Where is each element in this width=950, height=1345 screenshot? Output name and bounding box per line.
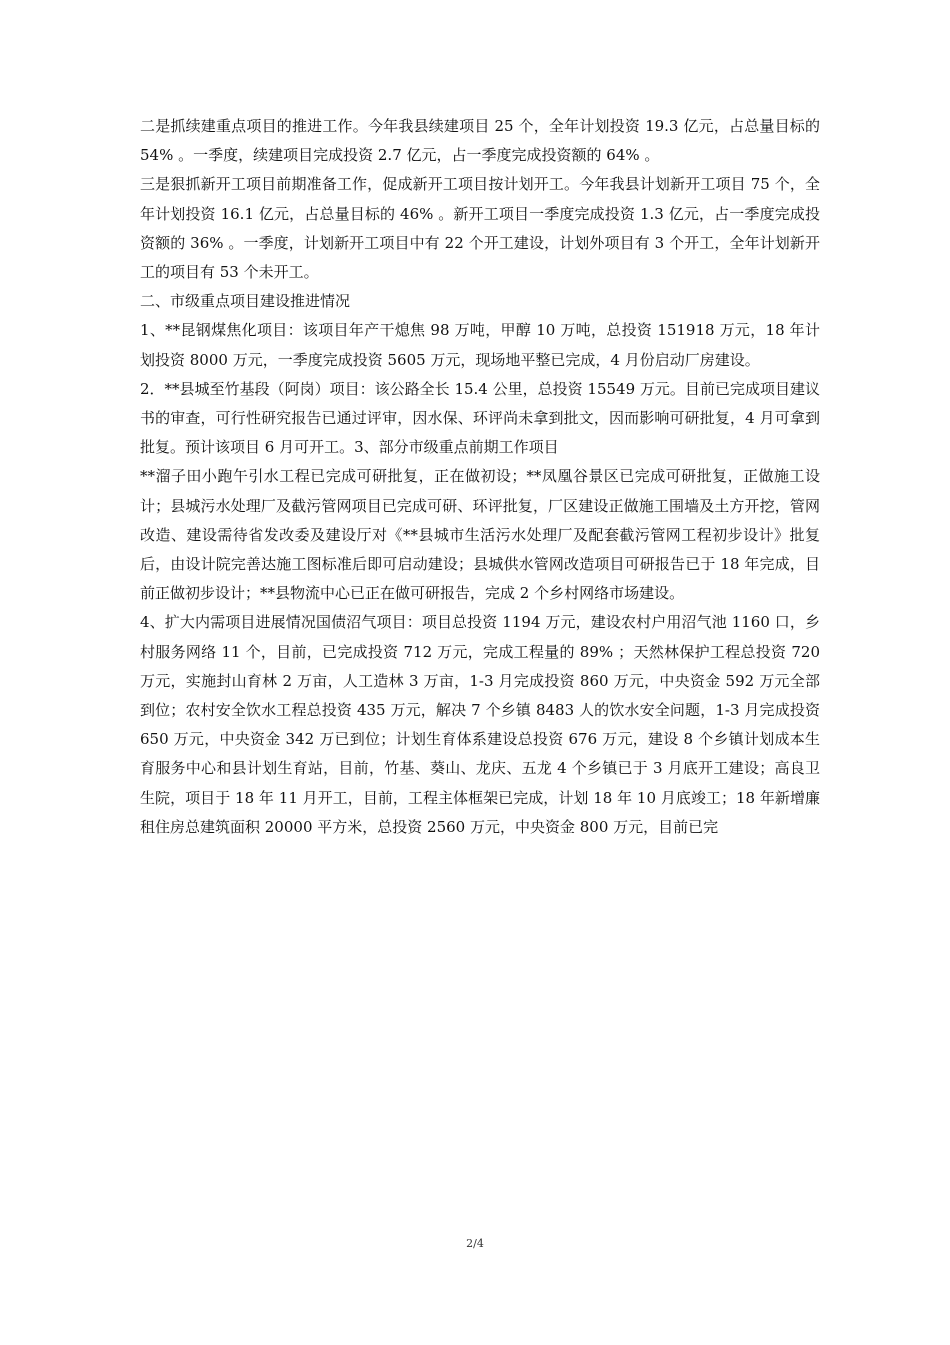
paragraph-new-projects: 三是狠抓新开工项目前期准备工作，促成新开工项目按计划开工。今年我县计划新开工项目 75 个，全年计划投资 16.1 亿元，占总量目标的 46% 。新开工项目一季度完成投资 1.3 亿元，占一季度完成投资额的 36% 。一季度，计划新开工项目中有 22 个开工建设，计划外项目有 3 个开工，全年计划新开工的项目有 53 个未开工。 xyxy=(140,175,820,282)
paragraph-coking-project: 1、**昆钢煤焦化项目：该项目年产干熄焦 98 万吨，甲醇 10 万吨，总投资 151918 万元，18 年计划投资 8000 万元，一季度完成投资 5605 万元，现场地平整已完成，4 月份启动厂房建设。 xyxy=(140,321,820,369)
paragraph-continued-projects: 二是抓续建重点项目的推进工作。今年我县续建项目 25 个，全年计划投资 19.3 亿元，占总量目标的 54% 。一季度，续建项目完成投资 2.7 亿元，占一季度完成投资额的 64% 。 xyxy=(140,117,820,165)
paragraph-preparatory-projects: **溜子田小跑午引水工程已完成可研批复，正在做初设；**凤凰谷景区已完成可研批复，正做施工设计；县城污水处理厂及截污管网项目已完成可研、环评批复，厂区建设正做施工围墙及土方开挖，管网改造、建设需待省发改委及建设厅对《**县城市生活污水处理厂及配套截污管网工程初步设计》批复后，由设计院完善达施工图标准后即可启动建设；县城供水管网改造项目可研报告已于 18 年完成，目前正做初步设计；**县物流中心已正在做可研报告，完成 2 个乡村网络市场建设。 xyxy=(140,467,820,603)
document-body xyxy=(140,112,820,842)
page-number: 2/4 xyxy=(466,1237,484,1250)
section-heading-city-projects: 二、市级重点项目建设推进情况 xyxy=(140,292,351,311)
paragraph-highway-project: 2．**县城至竹基段（阿岗）项目：该公路全长 15.4 公里，总投资 15549 万元。目前已完成项目建议书的审查，可行性研究报告已通过评审，因水保、环评尚未拿到批文，因而影响可研批复，4 月可拿到批复。预计该项目 6 月可开工。3、部分市级重点前期工作项目 xyxy=(140,379,820,457)
paragraph-domestic-demand-projects: 4、扩大内需项目进展情况国债沼气项目：项目总投资 1194 万元，建设农村户用沼气池 1160 口，乡村服务网络 11 个，目前，已完成投资 712 万元，完成工程量的 89% ；天然林保护工程总投资 720 万元，实施封山育林 2 万亩，人工造林 3 万亩，1-3 月完成投资 860 万元，中央资金 592 万元全部到位；农村安全饮水工程总投资 435 万元，解决 7 个乡镇 8483 人的饮水安全问题，1-3 月完成投资 650 万元，中央资金 342 万已到位；计划生育体系建设总投资 676 万元，建设 8 个乡镇计划成本生育服务中心和县计划生育站，目前，竹基、葵山、龙庆、五龙 4 个乡镇已于 3 月底开工建设；高良卫生院，项目于 18 年 11 月开工，目前，工程主体框架已完成，计划 18 年 10 月底竣工；18 年新增廉租住房总建筑面积 20000 平方米，总投资 2560 万元，中央资金 800 万元，目前已完 xyxy=(140,613,820,836)
